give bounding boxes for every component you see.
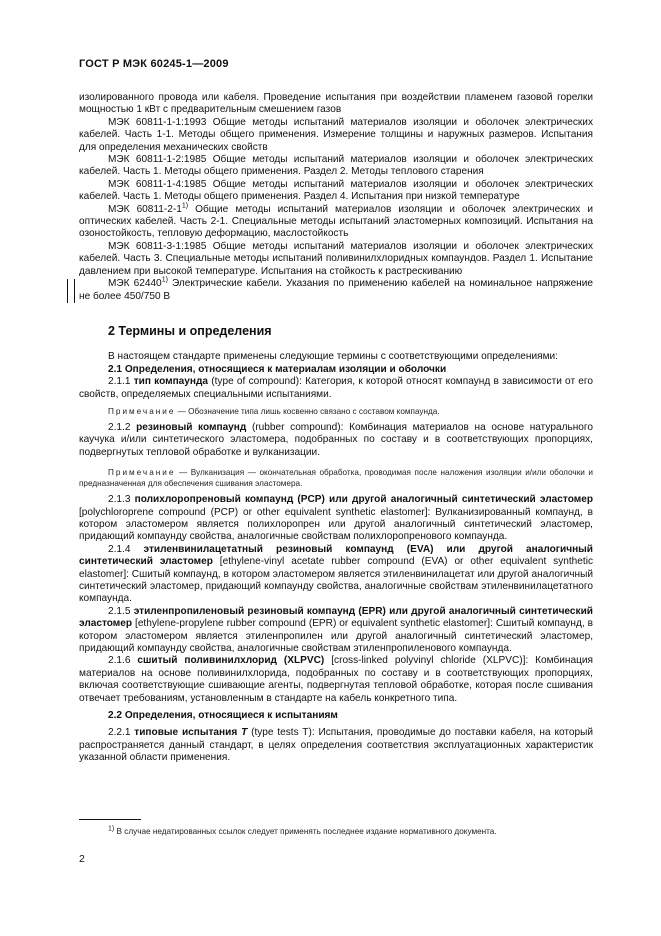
ref-iec-60811-1-2: МЭК 60811-1-2:1985 Общие методы испытаний материалов изоляции и оболочек электрических кабелей. Часть 1. Методы общего применения. Раздел 2. Методы теплового старения bbox=[79, 154, 593, 178]
ref-iec-60811-1-4: МЭК 60811-1-4:1985 Общие методы испытаний материалов изоляции и оболочек электрических кабелей. Часть 1. Методы общего применения. Раздел 4. Испытания при низкой температуре bbox=[79, 178, 593, 203]
term-2-1-3 bbox=[79, 494, 593, 544]
term-number: 2.1.2 bbox=[108, 421, 137, 433]
term-name: этиленвинилацетатный резиновый компаунд (EVA) или другой аналогичный синтетический эластомер bbox=[79, 543, 593, 568]
document-body bbox=[79, 92, 593, 765]
subsection-2-1-title: 2.1 Определения, относящиеся к материалам изоляции и оболочки bbox=[108, 363, 447, 375]
term-definition: (rubber compound): Комбинация материалов на основе натурального каучука и/или синтетического эластомера, подобранных по составу и в соответствующих пропорциях, подвергнутых тепловой обработке и вулканизации. bbox=[79, 421, 593, 458]
term-number: 2.1.3 bbox=[108, 494, 135, 506]
term-name: сшитый поливинилхлорид (XLPVC) bbox=[137, 655, 325, 667]
term-definition: [ethylene-propylene rubber compound (EPR) or equivalent synthetic elastomer]: Сшитый компаунд, в котором эластомером является этиленпропилен или другой аналогичный синтетический эластомер, придающий компаунду свойства, аналогичные свойствам этиленпропиленового компаунда. bbox=[79, 618, 593, 655]
term-number: 2.1.6 bbox=[108, 655, 138, 667]
section-intro: В настоящем стандарте применены следующие термины с соответствующими определениями: bbox=[108, 351, 558, 363]
term-number: 2.1.5 bbox=[108, 605, 134, 617]
ref-iec-60811-1-1: МЭК 60811-1-1:1993 Общие методы испытаний материалов изоляции и оболочек электрических кабелей. Часть 1-1. Методы общего применения. Измерение толщины и наружных размеров. Испытания для определения механических свойств bbox=[79, 116, 593, 153]
term-definition: [polychloroprene compound (PCP) or other equivalent synthetic elastomer]: Вулканизированный компаунд, в котором эластомером является полихлоропрен или другой аналогичный синтетический эластомер, придающий компаунду свойства, аналогичные свойствам полихлоропренового компаунда. bbox=[79, 506, 593, 543]
footnote-ref: 1) bbox=[181, 202, 189, 210]
footnote bbox=[108, 827, 497, 836]
footnote-ref: 1) bbox=[161, 276, 168, 284]
ref-iec-60811-2-1 bbox=[79, 204, 593, 241]
term-name: резиновый компаунд bbox=[136, 421, 247, 433]
ref-code: МЭК 62440 bbox=[108, 278, 162, 290]
changed-ref-block bbox=[79, 278, 593, 303]
term-number: 2.1.1 bbox=[108, 376, 134, 388]
term-name: этиленпропиленовый резиновый компаунд (EPR) или другой аналогичный синтетический эластомер bbox=[79, 605, 593, 630]
ref-text: Электрические кабели. Указания по применению кабелей на номинальное напряжение не более 450/750 В bbox=[79, 278, 594, 302]
note-text: — Вулканизация — окончательная обработка, проводимая после наложения изоляции и/или оболочки и предназначенная для обеспечения сшивания эластомера. bbox=[79, 468, 593, 489]
ref-iec-60811-3-1: МЭК 60811-3-1:1985 Общие методы испытаний материалов изоляции и оболочек электрических кабелей. Часть 3. Специальные методы испытаний поливинилхлоридных компаундов. Раздел 1. Испытание давлением при высокой температуре. Испытания на стойкость к растрескиванию bbox=[79, 240, 593, 277]
term-2-1-1 bbox=[79, 376, 593, 401]
term-2-1-4 bbox=[79, 544, 593, 606]
term-name: типовые испытания bbox=[134, 727, 242, 739]
ref-continuation: изолированного провода или кабеля. Проведение испытания при воздействии пламенем газовой горелки мощностью 1 кВт с предварительным смешением газов bbox=[79, 92, 593, 116]
change-bars bbox=[67, 279, 75, 303]
term-2-1-6 bbox=[79, 655, 593, 705]
note-2 bbox=[79, 467, 593, 489]
subsection-2-2-title: 2.2 Определения, относящиеся к испытаниям bbox=[108, 710, 338, 722]
note-1 bbox=[79, 406, 593, 417]
footnote-separator bbox=[79, 819, 141, 820]
note-label: Примечание bbox=[108, 468, 176, 478]
term-2-2-1 bbox=[79, 727, 593, 764]
term-number: 2.2.1 bbox=[108, 727, 135, 739]
ref-text: Общие методы испытаний материалов изоляции и оболочек электрических и оптических кабелей. Часть 2-1. Специальные методы испытаний эластомерных композиций. Испытания на озоностойкость, тепловую деформацию, маслостойкость bbox=[79, 203, 593, 240]
ref-iec-62440 bbox=[79, 278, 593, 303]
section-title: 2 Термины и определения bbox=[108, 323, 272, 338]
note-text: — Обозначение типа лишь косвенно связано с составом компаунда. bbox=[175, 406, 440, 416]
term-definition: [ethylene-vinyl acetate rubber compound (EVA) or other equivalent synthetic elastomer]: Сшитый компаунд, в котором эластомером является этиленвинилацетат или другой аналогичный синтетический эластомер, придающий компаунду свойства, аналогичные свойствам этиленвинилацетатного компаунда. bbox=[79, 556, 594, 605]
term-definition: (type tests T): Испытания, проводимые до поставки кабеля, на который распространяется данный стандарт, в целях определения соответствия эксплуатационных характеристик указанной области применения. bbox=[79, 727, 593, 764]
term-symbol: T bbox=[241, 727, 248, 739]
page-number: 2 bbox=[79, 853, 85, 865]
footnote-text: В случае недатированных ссылок следует применять последнее издание нормативного документа. bbox=[114, 827, 497, 836]
term-name: полихлоропреновый компаунд (PCP) или другой аналогичный синтетический эластомер bbox=[134, 494, 593, 506]
ref-code: МЭК 60811-2-1 bbox=[108, 203, 182, 215]
term-definition: (type of compound): Категория, к которой относят компаунд в зависимости от его свойств, определяемых специальными испытаниями. bbox=[79, 376, 593, 400]
note-label: Примечание bbox=[108, 406, 176, 416]
term-2-1-2 bbox=[79, 422, 593, 459]
page-header: ГОСТ Р МЭК 60245-1—2009 bbox=[79, 58, 229, 70]
term-definition: [cross-linked polyvinyl chloride (XLPVC)]: Комбинация материалов на основе поливинилхлорида, подобранных по составу и в соответствующих пропорциях, включая соответствующие сшивающие агенты, подвергнутая тепловой обработке, которая после сшивания отвечает требованиям, установленным в стандарте на кабель конкретного типа. bbox=[79, 655, 593, 704]
term-name: тип компаунда bbox=[133, 376, 209, 388]
term-number: 2.1.4 bbox=[108, 543, 144, 555]
footnote-mark: 1) bbox=[108, 825, 115, 833]
term-2-1-5 bbox=[79, 606, 593, 656]
